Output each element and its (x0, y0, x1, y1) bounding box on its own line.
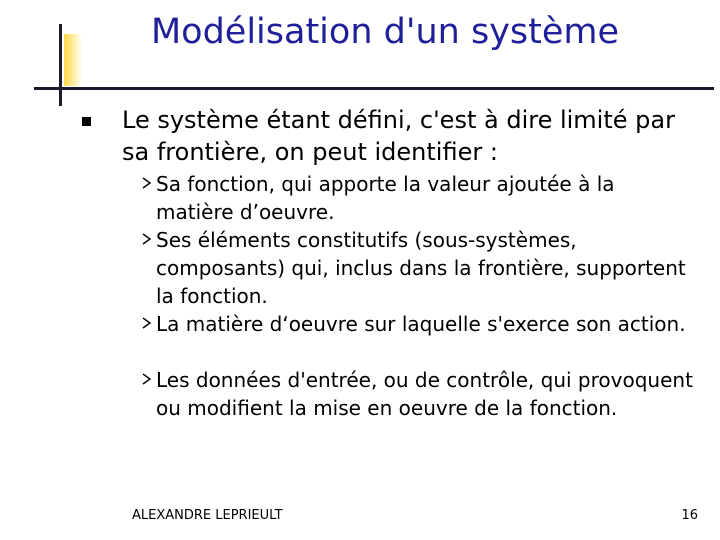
page-number: 16 (681, 508, 698, 523)
sub-bullet-text: La matière d‘oeuvre sur laquelle s'exerce son action. (156, 312, 686, 336)
square-bullet-icon (82, 117, 91, 126)
sub-bullet-text: Ses éléments constitutifs (sous-systèmes, composants) qui, inclus dans la frontière, supportent la fonction. (156, 228, 686, 308)
arrowhead-bullet-icon (142, 317, 152, 329)
main-bullet-text: Le système étant défini, c'est à dire limité par sa frontière, on peut identifier : (122, 106, 675, 166)
decorative-vertical-rule (59, 24, 62, 106)
arrowhead-bullet-icon (142, 177, 152, 189)
arrowhead-bullet-icon (142, 233, 152, 245)
decorative-yellow-block (64, 34, 82, 86)
slide-title: Modélisation d'un système (150, 12, 620, 52)
sub-bullet-text: Sa fonction, qui apporte la valeur ajoutée à la matière d’oeuvre. (156, 172, 615, 224)
arrowhead-bullet-icon (142, 373, 152, 385)
sub-bullet-text: Les données d'entrée, ou de contrôle, qui provoquent ou modifient la mise en oeuvre de la fonction. (156, 368, 693, 420)
decorative-horizontal-rule (34, 87, 714, 90)
footer-author: ALEXANDRE LEPRIEULT (132, 508, 283, 523)
